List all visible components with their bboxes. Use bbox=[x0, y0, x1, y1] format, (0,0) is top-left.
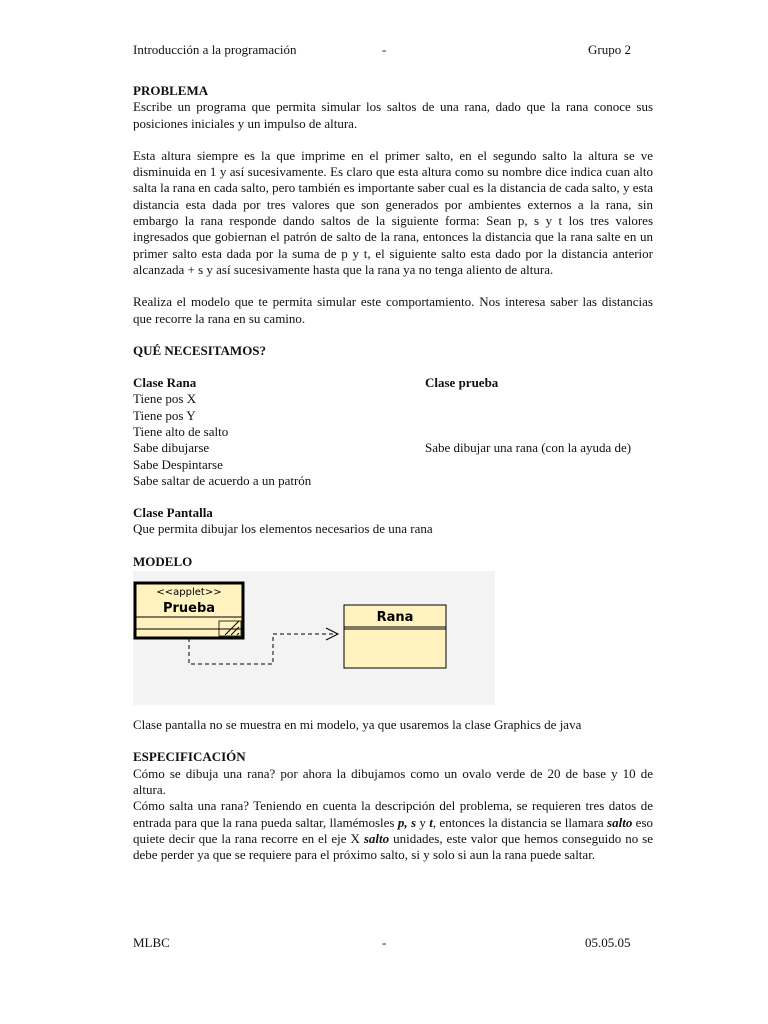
problema-paragraph-2: Esta altura siempre es la que imprime en el primer salto, en el segundo salto la altura se ve disminuida en 1 y así sucesivamente. Es claro que esta altura como su nombre dice indica cuan alto salta la rana en cada salto, pero también es importante saber cual es la distancia de cada salto, y esta distancia esta dada por tres valores que son generados por ambientes externos a la rana, sin embargo la rana responde dando saltos de la siguiente forma: Sean p, s y t los tres valores ingresados que gobiernan el patrón de salto de la rana, entonces la distancia que la rana salte en un primer salto esta dada por la suma de p y t, el siguiente salto esta dado por la distancia anterior alcanzada + s y así sucesivamente hasta que la rana ya no tenga aliento de altura. bbox=[133, 147, 653, 277]
uml-stereotype: <<applet>> bbox=[156, 587, 222, 599]
uml-diagram bbox=[133, 571, 495, 705]
page-header bbox=[133, 42, 635, 58]
clase-rana-column bbox=[133, 375, 423, 489]
uml-class-rana bbox=[344, 605, 446, 668]
page-footer bbox=[133, 935, 635, 951]
footer-left: MLBC bbox=[133, 935, 170, 950]
footer-center: - bbox=[382, 935, 387, 950]
clase-prueba-title: Clase prueba bbox=[425, 375, 499, 391]
clase-pantalla-title: Clase Pantalla bbox=[133, 505, 213, 521]
rana-item: Sabe Despintarse bbox=[133, 456, 223, 472]
footer-right: 05.05.05 bbox=[585, 935, 631, 950]
necesitamos-heading: QUÉ NECESITAMOS? bbox=[133, 342, 267, 358]
header-center: - bbox=[382, 42, 387, 57]
uml-class-prueba bbox=[135, 583, 243, 638]
header-left: Introducción a la programación bbox=[133, 42, 297, 57]
clase-rana-title: Clase Rana bbox=[133, 375, 197, 391]
uml-class-prueba-name: Prueba bbox=[162, 601, 216, 617]
especificacion-heading: ESPECIFICACIÓN bbox=[133, 749, 246, 765]
clase-prueba-column bbox=[425, 375, 665, 456]
rana-item: Tiene pos X bbox=[133, 391, 197, 407]
classes-section bbox=[133, 375, 653, 489]
modelo-heading: MODELO bbox=[133, 553, 193, 569]
especificacion-paragraph-2: Cómo salta una rana? Teniendo en cuenta la descripción del problema, se requieren tres datos de entrada para que la rana pueda saltar, llamémosles p, s y t, entonces la distancia se llamara salto eso quiete decir que la rana recorre en el eje X salto unidades, este valor que hemos conseguido no se debe perder ya que se requiere para el próximo salto, si y solo si aun la rana puede saltar. bbox=[133, 798, 654, 863]
header-right: Grupo 2 bbox=[588, 42, 631, 57]
rana-item: Tiene alto de salto bbox=[133, 424, 229, 440]
problema-heading: PROBLEMA bbox=[133, 83, 209, 98]
uml-class-rana-name: Rana bbox=[376, 610, 414, 626]
rana-item: Sabe dibujarse bbox=[133, 440, 210, 456]
especificacion-paragraph-1: Cómo se dibuja una rana? por ahora la dibujamos como un ovalo verde de 20 de base y 10 de altura. bbox=[133, 765, 653, 797]
prueba-item: Sabe dibujar una rana (con la ayuda de) bbox=[425, 440, 632, 456]
modelo-note: Clase pantalla no se muestra en mi modelo, ya que usaremos la clase Graphics de java bbox=[133, 717, 582, 733]
problema-paragraph-3: Realiza el modelo que te permita simular este comportamiento. Nos interesa saber las distancias que recorre la rana en su camino. bbox=[133, 294, 653, 326]
document-body bbox=[133, 83, 653, 863]
rana-item: Sabe saltar de acuerdo a un patrón bbox=[133, 472, 312, 488]
problema-paragraph-1: Escribe un programa que permita simular los saltos de una rana, dado que la rana conoce sus posiciones iniciales y un impulso de altura. bbox=[133, 99, 653, 131]
clase-pantalla-desc: Que permita dibujar los elementos necesarios de una rana bbox=[133, 521, 433, 537]
rana-item: Tiene pos Y bbox=[133, 407, 196, 423]
